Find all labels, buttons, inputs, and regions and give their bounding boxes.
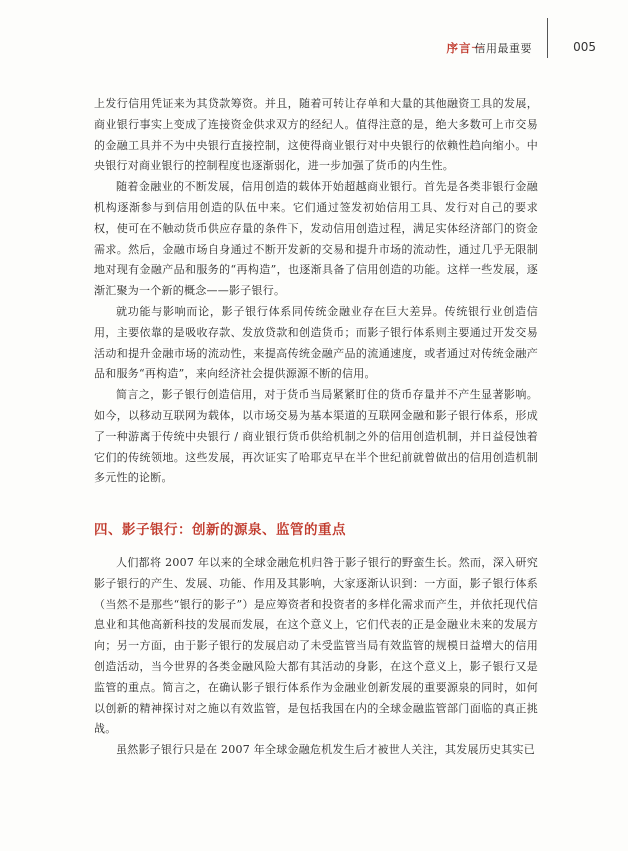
body-text-top [94, 94, 538, 489]
header-chapter: 序言一 [446, 41, 484, 55]
paragraph: 简言之，影子银行创造信用，对于货币当局紧紧盯住的货币存量并不产生显著影响。如今，以移动互联网为载体，以市场交易为基本渠道的互联网金融和影子银行体系，形成了一种游离于传统中央银行 / 商业银行货币供给机制之外的信用创造机制，并日益侵蚀着它们的传统领地。这些发展，再次证实了哈耶克早在半个世纪前就曾做出的信用创造机制多元性的论断。 [94, 388, 538, 485]
page-number: 005 [573, 40, 596, 54]
header-divider [547, 18, 548, 58]
header-title: 信用最重要 [474, 42, 532, 55]
running-header [0, 40, 600, 70]
paragraph: 人们都将 2007 年以来的全球金融危机归咎于影子银行的野蛮生长。然而，深入研究影子银行的产生、发展、功能、作用及其影响，大家逐渐认识到：一方面，影子银行体系（当然不是那些“银行的影子”）是应筹资者和投资者的多样化需求而产生，并依托现代信息业和其他高新科技的发展而发展，在这个意义上，它们代表的正是金融业未来的发展方向；另一方面，由于影子银行的发展启动了未受监管当局有效监管的规模日益增大的信用创造活动，当今世界的各类金融风险大都有其活动的身影，在这个意义上，影子银行又是监管的重点。简言之，在确认影子银行体系作为金融业创新发展的重要源泉的同时，如何以创新的精神探讨对之施以有效监管，是包括我国在内的全球金融监管部门面临的真正挑战。 [94, 556, 538, 736]
paragraph: 随着金融业的不断发展，信用创造的载体开始超越商业银行。首先是各类非银行金融机构逐渐参与到信用创造的队伍中来。它们通过签发初始信用工具、发行对自己的要求权，使可在不触动货币供应存量的条件下，发动信用创造过程，满足实体经济部门的资金需求。然后，金融市场自身通过不断开发新的交易和提升市场的流动性，通过几乎无限制地对现有金融产品和服务的“再构造”，也逐渐具备了信用创造的功能。这样一些发展，逐渐汇聚为一个新的概念——影子银行。 [94, 180, 538, 298]
paragraph: 就功能与影响而论，影子银行体系同传统金融业存在巨大差异。传统银行业创造信用，主要依靠的是吸收存款、发放贷款和创造货币；而影子银行体系则主要通过开发交易活动和提升金融市场的流动性，来提高传统金融产品的流通速度，或者通过对传统金融产品和服务“再构造”，来向经济社会提供源源不断的信用。 [94, 304, 538, 381]
body-text-bottom [94, 553, 538, 761]
paragraph: 上发行信用凭证来为其贷款筹资。并且，随着可转让存单和大量的其他融资工具的发展，商业银行事实上变成了连接资金供求双方的经纪人。值得注意的是，绝大多数可上市交易的金融工具并不为中央银行直接控制，这使得商业银行对中央银行的依赖性趋向缩小。中央银行对商业银行的控制程度也逐渐弱化，进一步加强了货币的内生性。 [94, 97, 538, 173]
paragraph: 虽然影子银行只是在 2007 年全球金融危机发生后才被世人关注，其发展历史其实已 [116, 743, 535, 757]
section-heading: 四、影子银行：创新的源泉、监管的重点 [94, 522, 346, 538]
